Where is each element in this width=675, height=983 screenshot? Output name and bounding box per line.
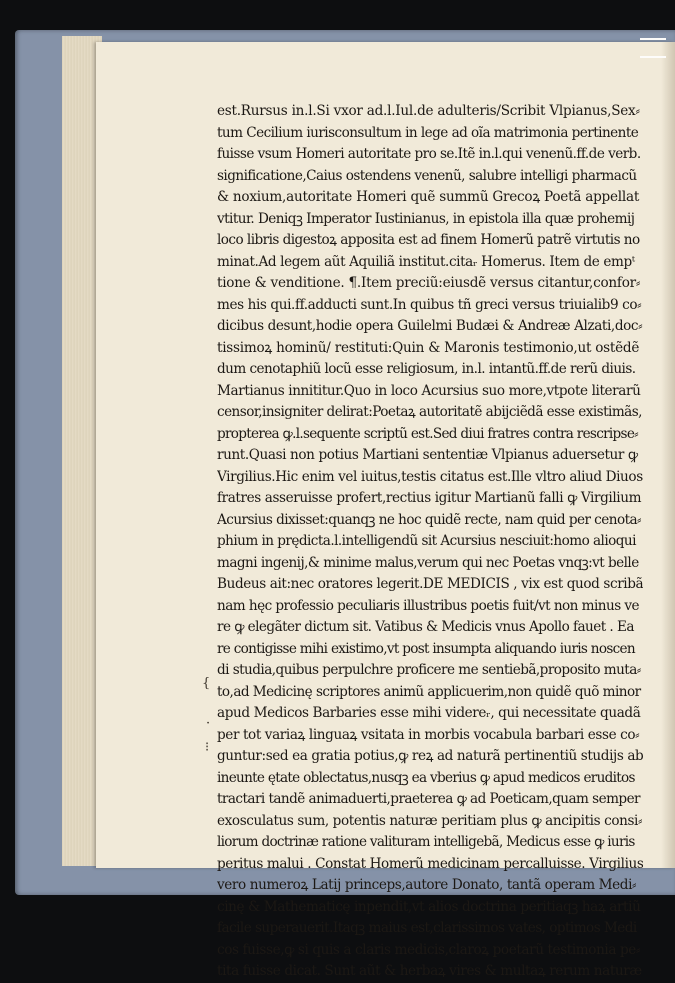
text-line: phium in prędicta.l.intelligendũ sit Acursius nesciuit:homo alioqui [217,533,636,549]
text-line: tum Cecilium iurisconsultum in lege ad oĩa matrimonia pertinente [217,124,639,141]
text-line: liorum doctrinæ ratione valituram intelligebã, Medicus esse ꝙ iuris [217,834,635,850]
text-line: vtitur. Deniqꝫ Imperator Iustinianus, in epistola illa quæ prohemij [217,210,635,227]
text-line: tione & venditione. ¶.Item preciũ:eiusdẽ versus citantur,confor⸗ [217,275,641,291]
text-line: tissimoꝝ hominũ/ restituti:Quin & Maronis testimonio,ut ostẽdẽ [217,339,640,356]
text-line: censor,insigniter delirat:Poetaꝝ autoritatẽ abijciẽdã esse existimãs, [217,404,642,420]
text-line: runt.Quasi non potius Martiani sententiæ Vlpianus aduersetur ꝙ [217,447,638,463]
text-line: cinę & Mathematicę inpendit,vt alios doctrina peritiaqꝫ haꝝ artiũ [217,898,641,915]
text-line: re ꝙ elegãter dictum sit. Vatibus & Medicis vnus Apollo fauet . Ea [217,619,634,635]
text-line: per tot variaꝝ linguaꝝ vsitata in morbis vocabula barbari esse co⸗ [217,726,640,743]
text-line: apud Medicos Barbaries esse mihi videreᵣ, qui necessitate quadã [217,705,641,721]
text-line: fratres asseruisse profert,rectius igitur Martianũ falli ꝙ Virgilium [217,490,642,506]
text-line: propterea ꝙ.l.sequente scriptũ est.Sed diui fratres contra rescripse⸗ [217,425,639,442]
text-line: di studia,quibus perpulchre proficere me sentiebã,proposito muta⸗ [217,662,641,678]
text-line: fuisse vsum Homeri autoritate pro se.Itẽ in.l.qui venenũ.ff.de verb. [217,146,641,162]
text-line: exosculatus sum, potentis naturæ peritiam plus ꝙ ancipitis consi⸗ [217,812,643,829]
text-line: Virgilius.Hic enim vel iuitus,testis citatus est.Ille vltro aliud Diuos [217,468,643,485]
text-line: magni ingenij,& minime malus,verum qui nec Poetas vnqꝫ:vt belle [217,554,639,571]
text-line: Budeus ait:nec oratores legerit.DE MEDICIS , vix est quod scribã [217,576,643,592]
text-line: minat.Ad legem aũt Aquiliã institut.citaᵣ Homerus. Item de empᵗ [217,253,635,270]
text-line: loco libris digestoꝝ apposita est ad finem Homerũ patrẽ virtutis no [217,232,640,248]
text-line: dum cenotaphiũ locũ esse religiosum, in.l. intantũ.ff.de rerũ diuis. [217,361,636,377]
text-line: cos fuisse,ꝙ si quis a claris medicis,claroꝝ poetarũ testimonia pe⸗ [217,941,641,958]
margin-annotation-mark: · [206,716,211,731]
text-line: dicibus desunt,hodie opera Guilelmi Budæi & Andreæ Alzati,doc⸗ [217,318,643,334]
text-line: re contigisse mihi existimo,vt post insumpta aliquando iuris noscen [217,640,635,657]
text-line: tita fuisse dicat. Sunt aũt & herbaꝝ vires & multaꝝ rerum naturæ [217,963,642,979]
text-line: peritus malui . Constat Homerũ medicinam percalluisse. Virgilius [217,855,643,872]
text-line: vero numeroꝝ Latij princeps,autore Donato, tantã operam Medi⸗ [217,877,637,893]
margin-annotation-mark: ⁝ [205,740,210,755]
text-line: nam hęc professio peculiaris illustribus poetis fuit/vt non minus ve [217,597,640,614]
text-line: mes his qui.ff.adducti sunt.In quibus tñ greci versus triuialib9 co⸗ [217,296,642,313]
text-line: facile superauerit.Itaqꝫ maius est,clarissimos vates, optimos Medi [217,920,637,936]
scan-edge-mark [640,38,666,40]
scan-edge-mark [640,56,666,58]
text-line: Martianus innititur.Quo in loco Acursius suo more,vtpote literarũ [217,382,641,399]
margin-annotation-mark: { [202,676,211,691]
text-line: Acursius dixisset:quanqꝫ ne hoc quidẽ recte, nam quid per cenota⸗ [217,511,642,528]
text-line: tractari tandẽ animaduerti,praeterea ꝙ ad Poeticam,quam semper [217,791,641,807]
page-gutter-shade [661,42,675,868]
text-line: ineunte ętate oblectatus,nusqꝫ ea vberius ꝙ apud medicos eruditos [217,769,635,786]
text-line: est.Rursus in.l.Si vxor ad.l.Iul.de adulteris/Scribit Vlpianus,Sex⸗ [217,103,640,119]
text-line: guntur:sed ea gratia potius,ꝙ reꝝ ad naturã pertinentiũ studijs ab [217,748,643,764]
body-text [217,101,643,983]
text-line: & noxium,autoritate Homeri quẽ summũ Grecoꝝ Poetã appellat [217,189,640,205]
text-line: to,ad Medicinę scriptores animũ applicuerim,non quidẽ quõ minor [217,683,641,700]
text-line: significatione,Caius ostendens venenũ, salubre intelligi pharmacũ [217,167,637,184]
